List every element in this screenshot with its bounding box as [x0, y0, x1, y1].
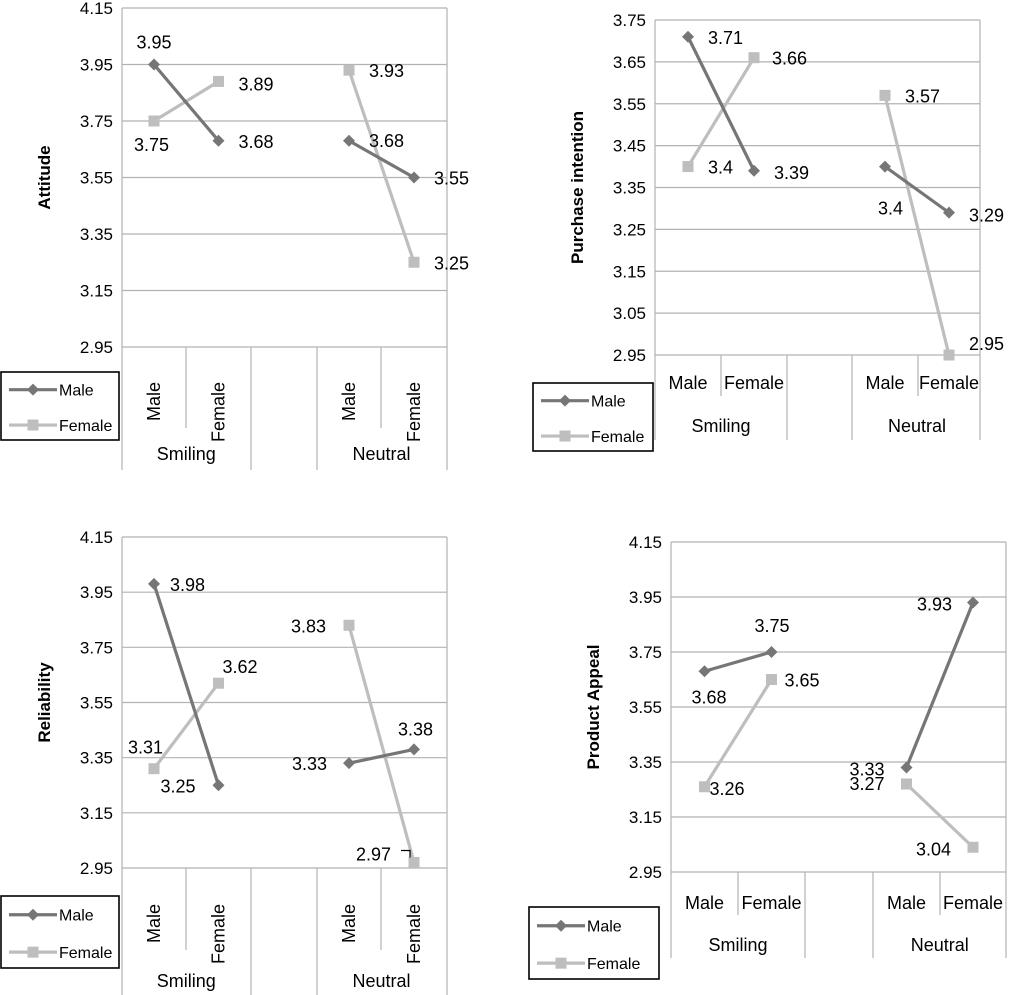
group-label: Neutral	[352, 444, 411, 464]
chart-attitude	[1, 0, 469, 470]
data-point-male	[343, 757, 355, 769]
category-label: Female	[404, 382, 424, 443]
legend	[533, 383, 653, 451]
data-label: 3.68	[369, 130, 405, 151]
data-label: 3.33	[292, 754, 328, 775]
y-tick-label: 3.75	[79, 638, 113, 658]
data-label: 3.89	[238, 74, 274, 95]
data-point-male	[682, 31, 694, 43]
y-axis-title: Purchase intention	[568, 110, 587, 265]
y-tick-label: 3.75	[628, 643, 662, 662]
y-tick-label: 3.15	[628, 808, 662, 827]
y-tick-label: 3.35	[628, 753, 662, 772]
y-tick-label: 3.45	[612, 136, 646, 156]
data-label: 3.29	[969, 205, 1005, 226]
category-label: Female	[208, 904, 229, 965]
data-point-female	[213, 76, 224, 87]
y-tick-label: 3.75	[612, 11, 646, 30]
group-label: Smiling	[156, 971, 216, 991]
data-point-female	[880, 90, 891, 101]
legend	[1, 372, 119, 440]
category-label: Male	[339, 904, 359, 944]
data-label: 3.65	[784, 670, 820, 691]
data-label: 3.83	[291, 616, 327, 637]
data-label: 3.75	[754, 616, 790, 636]
y-tick-label: 3.15	[79, 281, 113, 301]
data-label: 3.66	[772, 48, 808, 69]
category-label: Male	[886, 893, 927, 913]
y-axis-title: Reliability	[35, 662, 54, 743]
y-axis-title: Product Appeal	[584, 644, 603, 770]
data-label: 3.39	[774, 162, 810, 183]
data-point-female	[968, 842, 979, 853]
data-point-male	[967, 597, 979, 609]
data-point-female	[901, 779, 912, 790]
y-tick-label: 2.95	[79, 338, 113, 357]
y-tick-label: 3.15	[79, 803, 113, 823]
data-label: 3.71	[708, 27, 744, 48]
legend	[529, 907, 659, 979]
data-point-female	[149, 763, 160, 774]
group-label: Neutral	[887, 416, 947, 436]
legend-label: Female	[587, 956, 641, 974]
y-tick-label: 3.55	[628, 698, 662, 717]
y-tick-label: 4.15	[79, 0, 113, 18]
y-tick-label: 3.05	[612, 304, 646, 324]
data-label: 3.4	[708, 157, 734, 178]
data-point-male	[213, 779, 225, 791]
category-label: Female	[208, 382, 229, 443]
y-tick-label: 3.15	[612, 262, 646, 282]
y-tick-label: 4.15	[79, 528, 113, 547]
data-label: 3.98	[170, 574, 206, 595]
category-label: Female	[918, 373, 980, 393]
data-label: 3.68	[691, 687, 727, 708]
legend-label: Female	[59, 945, 113, 963]
category-label: Male	[684, 893, 725, 913]
legend-label: Male	[59, 382, 94, 400]
data-label: 3.4	[878, 198, 904, 219]
data-point-male	[148, 578, 160, 590]
data-point-female	[213, 678, 224, 689]
data-label: 2.97	[356, 844, 392, 865]
series-line-male	[154, 65, 219, 141]
legend	[1, 896, 119, 968]
legend-marker-female	[28, 947, 39, 958]
data-point-male	[901, 762, 913, 774]
data-label: 3.93	[369, 61, 405, 82]
legend-marker-female	[560, 431, 571, 442]
group-label: Smiling	[708, 935, 768, 955]
category-label: Female	[741, 893, 802, 913]
y-tick-label: 3.35	[79, 748, 113, 768]
series-line-female	[349, 625, 414, 865]
y-tick-label: 2.95	[628, 863, 662, 882]
y-tick-label: 3.95	[79, 583, 113, 603]
y-tick-label: 2.95	[79, 859, 113, 878]
series-line-male	[907, 603, 974, 768]
data-label: 3.31	[128, 737, 164, 758]
data-point-female	[944, 350, 955, 361]
data-label: 3.93	[917, 594, 953, 615]
legend-marker-female	[28, 420, 39, 431]
series-line-male	[705, 652, 772, 671]
legend-label: Female	[59, 418, 113, 436]
data-label: 2.95	[969, 334, 1005, 354]
series-line-female	[885, 95, 949, 355]
data-label: 3.04	[916, 839, 952, 860]
category-label: Male	[668, 373, 708, 393]
legend-label: Male	[587, 918, 622, 936]
chart-reliability	[1, 528, 447, 995]
y-tick-label: 3.95	[79, 55, 113, 75]
data-point-female	[149, 116, 160, 127]
y-tick-label: 3.65	[612, 52, 646, 72]
y-tick-label: 3.75	[79, 112, 113, 131]
data-label: 3.38	[398, 719, 434, 740]
data-point-female	[749, 52, 760, 63]
y-tick-label: 3.35	[612, 178, 646, 198]
data-point-female	[409, 257, 420, 268]
category-label: Male	[144, 904, 164, 944]
data-label: 3.57	[905, 86, 941, 107]
legend-marker-female	[556, 958, 567, 969]
data-label: 3.68	[238, 131, 274, 152]
series-line-female	[907, 784, 974, 847]
label-leader	[401, 850, 410, 857]
category-label: Male	[339, 382, 359, 422]
data-point-male	[699, 665, 711, 677]
group-label: Neutral	[910, 935, 969, 955]
data-label: 3.62	[222, 657, 258, 678]
data-label: 3.75	[134, 135, 170, 155]
category-label: Female	[404, 904, 424, 965]
data-point-male	[748, 165, 760, 177]
chart-product-appeal	[529, 533, 1006, 979]
y-tick-label: 2.95	[612, 346, 646, 365]
legend-label: Female	[591, 429, 645, 447]
data-label: 3.26	[709, 778, 745, 799]
data-label: 3.25	[160, 776, 196, 797]
y-tick-label: 4.15	[628, 533, 662, 552]
data-point-female	[344, 65, 355, 76]
group-label: Neutral	[352, 971, 411, 991]
data-point-female	[699, 781, 710, 792]
category-label: Male	[865, 373, 905, 393]
y-tick-label: 3.55	[79, 168, 113, 188]
y-axis-title: Attitude	[35, 145, 54, 210]
y-tick-label: 3.55	[79, 693, 113, 713]
category-label: Male	[144, 382, 164, 422]
data-label: 3.25	[434, 253, 470, 274]
legend-label: Male	[591, 393, 626, 411]
group-label: Smiling	[156, 444, 216, 464]
data-point-male	[408, 743, 420, 755]
y-tick-label: 3.35	[79, 225, 113, 244]
group-label: Smiling	[691, 416, 751, 436]
data-point-male	[766, 646, 778, 658]
data-point-female	[766, 674, 777, 685]
y-tick-label: 3.25	[612, 220, 646, 240]
data-point-female	[344, 620, 355, 631]
category-label: Female	[723, 373, 785, 393]
chart-purchase-intention	[533, 11, 1004, 451]
data-label: 3.95	[136, 32, 172, 53]
y-tick-label: 3.55	[612, 94, 646, 114]
data-label: 3.27	[849, 774, 885, 794]
data-label: 3.33	[849, 759, 885, 780]
data-label: 3.55	[434, 168, 470, 189]
legend-label: Male	[59, 907, 94, 925]
series-line-male	[349, 749, 414, 763]
category-label: Female	[942, 893, 1004, 913]
data-point-female	[683, 161, 694, 172]
data-point-female	[409, 857, 420, 868]
y-tick-label: 3.95	[628, 588, 662, 607]
